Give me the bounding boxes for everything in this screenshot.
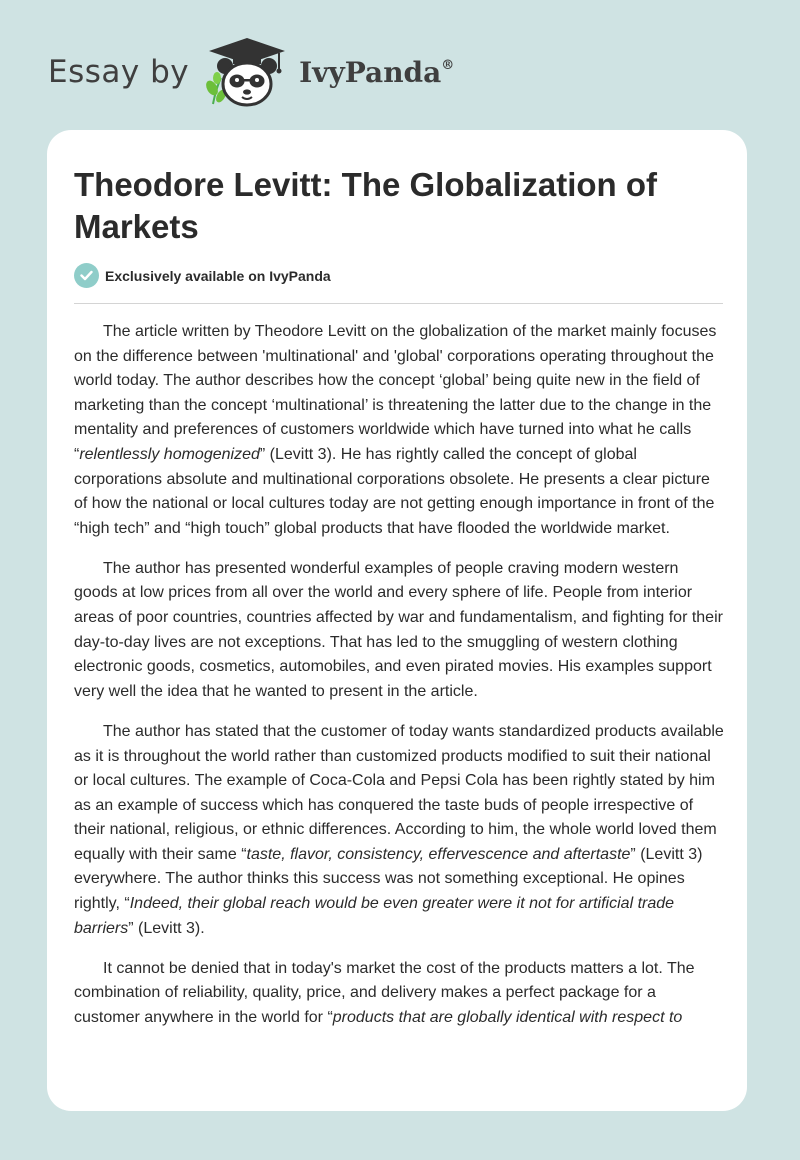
registered-mark: ® xyxy=(441,57,455,73)
brand-name xyxy=(299,56,454,89)
paragraph-text: The author has stated that the customer of today wants standardized products available as it is throughout the world rather than customized products modified to suit their national or local cultures. The example of Coca-Cola and Pepsi Cola has been rightly stated by him as an example of success which has conquered the taste buds of people irrespective of their national, religious, or ethnic differences. According to him, the whole world loved them equally with their same “ xyxy=(74,722,724,863)
italic-quote: relentlessly homogenized xyxy=(79,445,260,463)
paragraph-text: ” (Levitt 3). He has rightly called the concept of global corporations absolute and multinational corporations obsolete. He presents a clear picture of how the national or local cultures today are not getting enough importance in front of the “high tech” and “high touch” global products that have flooded the worldwide market. xyxy=(74,445,715,537)
article-paragraph xyxy=(74,320,726,541)
paragraph-text: The author has presented wonderful examples of people craving modern western goods at low prices from all over the world and every sphere of life. People from interior areas of poor countries, countries affected by war and fundamentalism, and fighting for their day-to-day lives are not exceptions. That has led to the smuggling of western clothing electronic goods, cosmetics, automobiles, and even pirated movies. His examples support very well the idea that he wanted to present in the article. xyxy=(74,559,723,700)
brand-header[interactable] xyxy=(48,36,454,108)
brand-name-text: IvyPanda xyxy=(299,55,442,89)
paragraph-text: ” (Levitt 3). xyxy=(128,919,205,937)
article-paragraph xyxy=(74,720,726,941)
paragraph-text: ” (Levitt 3) everywhere. The author thinks this success was not something exceptional. He opines rightly, “ xyxy=(74,845,703,913)
italic-quote: products that are globally identical with respect to xyxy=(332,1008,683,1026)
article-paragraph xyxy=(74,957,726,1031)
essay-card xyxy=(47,130,747,1111)
italic-quote: Indeed, their global reach would be even greater were it not for artificial trade barriers xyxy=(74,895,675,937)
exclusive-badge xyxy=(74,263,331,288)
panda-logo-icon xyxy=(199,36,295,108)
paragraph-text: The article written by Theodore Levitt on the globalization of the market mainly focuses on the difference between 'multinational' and 'global' corporations operating throughout the world today. The author describes how the concept ‘global’ being quite new in the field of marketing than the concept ‘multinational’ is threatening the latter due to the change in the mentality and preferences of customers worldwide which have turned into what he calls “ xyxy=(74,323,717,463)
article-body xyxy=(74,320,726,1046)
checkmark-icon xyxy=(74,263,99,288)
italic-quote: taste, flavor, consistency, effervescence and aftertaste xyxy=(246,845,631,863)
article-title: Theodore Levitt: The Globalization of Markets xyxy=(74,166,657,245)
essay-by-label: Essay by xyxy=(48,54,190,90)
divider xyxy=(74,303,723,304)
article-paragraph xyxy=(74,557,726,705)
paragraph-text: It cannot be denied that in today's market the cost of the products matters a lot. The combination of reliability, quality, price, and delivery makes a perfect package for a customer anywhere in the world for “ xyxy=(74,959,695,1026)
exclusive-badge-label: Exclusively available on IvyPanda xyxy=(105,267,331,284)
